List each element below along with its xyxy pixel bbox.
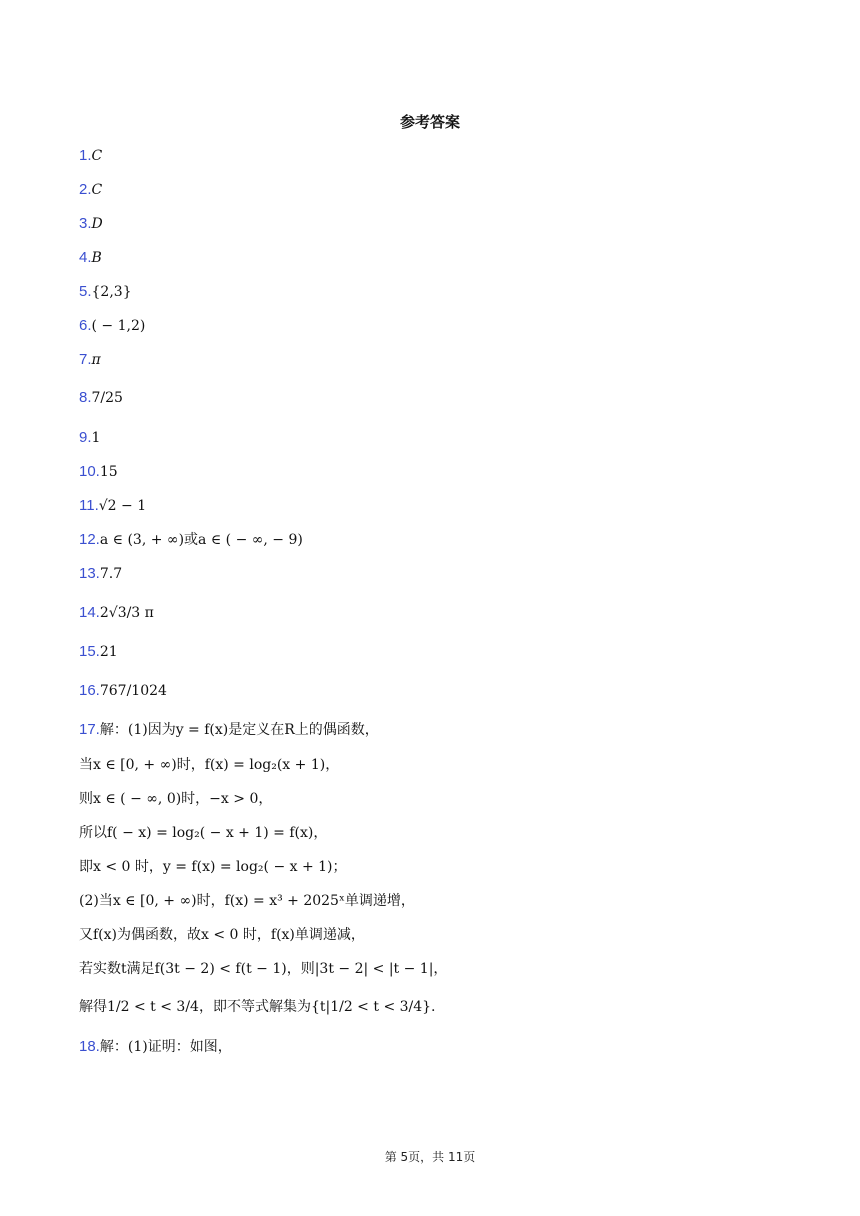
answer-item — [79, 1037, 232, 1057]
answer-item — [79, 214, 103, 234]
answer-number: 1. — [79, 147, 92, 164]
answer-number: 14. — [79, 604, 100, 621]
answer-item — [79, 496, 146, 516]
answer-text: 21 — [99, 644, 118, 660]
answer-number: 10. — [79, 463, 100, 480]
answer-item — [79, 316, 145, 336]
answer-number: 12. — [79, 531, 100, 548]
answer-item — [79, 248, 102, 268]
answer-item — [79, 388, 123, 408]
answer-number: 6. — [79, 317, 92, 334]
answer-number: 11. — [79, 497, 99, 514]
answer-number: 4. — [79, 249, 92, 266]
answer-text: a ∈ (3, + ∞)或a ∈ ( − ∞, − 9) — [99, 532, 303, 548]
answer-number: 16. — [79, 682, 100, 699]
answer-text: 解：(1)证明：如图， — [99, 1039, 232, 1055]
answer-item — [79, 564, 122, 584]
solution-line: 则x ∈ ( − ∞, 0)时，−x > 0， — [79, 791, 273, 807]
solution-line: (2)当x ∈ [0, + ∞)时，f(x) = x³ + 2025ˣ单调递增， — [79, 893, 415, 909]
answer-text: 767/1024 — [99, 683, 167, 699]
answer-number: 3. — [79, 215, 92, 232]
answer-text: 1 — [91, 430, 101, 446]
solution-line: 当x ∈ [0, + ∞)时，f(x) = log₂(x + 1)， — [79, 757, 340, 773]
answer-number: 18. — [79, 1038, 100, 1055]
answer-text: 15 — [99, 464, 118, 480]
answer-item — [79, 462, 118, 482]
answer-number: 13. — [79, 565, 100, 582]
answer-text: C — [91, 182, 103, 198]
answer-text: D — [91, 216, 103, 232]
solution-line: 所以f( − x) = log₂( − x + 1) = f(x)， — [79, 825, 328, 841]
answer-text: 解：(1)因为y = f(x)是定义在R上的偶函数， — [99, 722, 379, 738]
answer-item — [79, 350, 101, 370]
answer-item — [79, 642, 118, 662]
answer-text: √2 − 1 — [98, 498, 147, 514]
answer-item — [79, 180, 102, 200]
answer-item — [79, 428, 100, 448]
solution-line: 解得1/2 < t < 3/4，即不等式解集为{t|1/2 < t < 3/4}. — [79, 999, 436, 1015]
solution-line: 又f(x)为偶函数，故x < 0 时，f(x)单调递减， — [79, 927, 365, 943]
answer-number: 5. — [79, 283, 92, 300]
answer-number: 17. — [79, 721, 100, 738]
answer-number: 15. — [79, 643, 100, 660]
answer-text: ( − 1,2) — [91, 318, 146, 334]
answer-text: 2√3/3 π — [99, 605, 154, 621]
answer-number: 8. — [79, 389, 92, 406]
answer-item — [79, 282, 132, 302]
page-title: 参考答案 — [399, 113, 460, 131]
answer-text: C — [91, 148, 103, 164]
answer-text: 7.7 — [99, 566, 123, 582]
answer-item — [79, 530, 303, 550]
answer-text: π — [91, 352, 101, 368]
answer-text: {2,3} — [91, 284, 132, 300]
page-footer: 第 5页，共 11页 — [384, 1150, 476, 1164]
answer-item — [79, 603, 154, 623]
answer-item — [79, 146, 102, 166]
answer-number: 7. — [79, 351, 92, 368]
answer-text: 7/25 — [91, 390, 123, 406]
solution-line: 若实数t满足f(3t − 2) < f(t − 1)，则|3t − 2| < |t − 1|， — [79, 961, 448, 977]
answer-number: 9. — [79, 429, 92, 446]
answer-item — [79, 720, 379, 740]
solution-line: 即x < 0 时，y = f(x) = log₂( − x + 1)； — [79, 859, 347, 875]
answer-text: B — [91, 250, 102, 266]
answer-item — [79, 681, 167, 701]
answer-number: 2. — [79, 181, 92, 198]
